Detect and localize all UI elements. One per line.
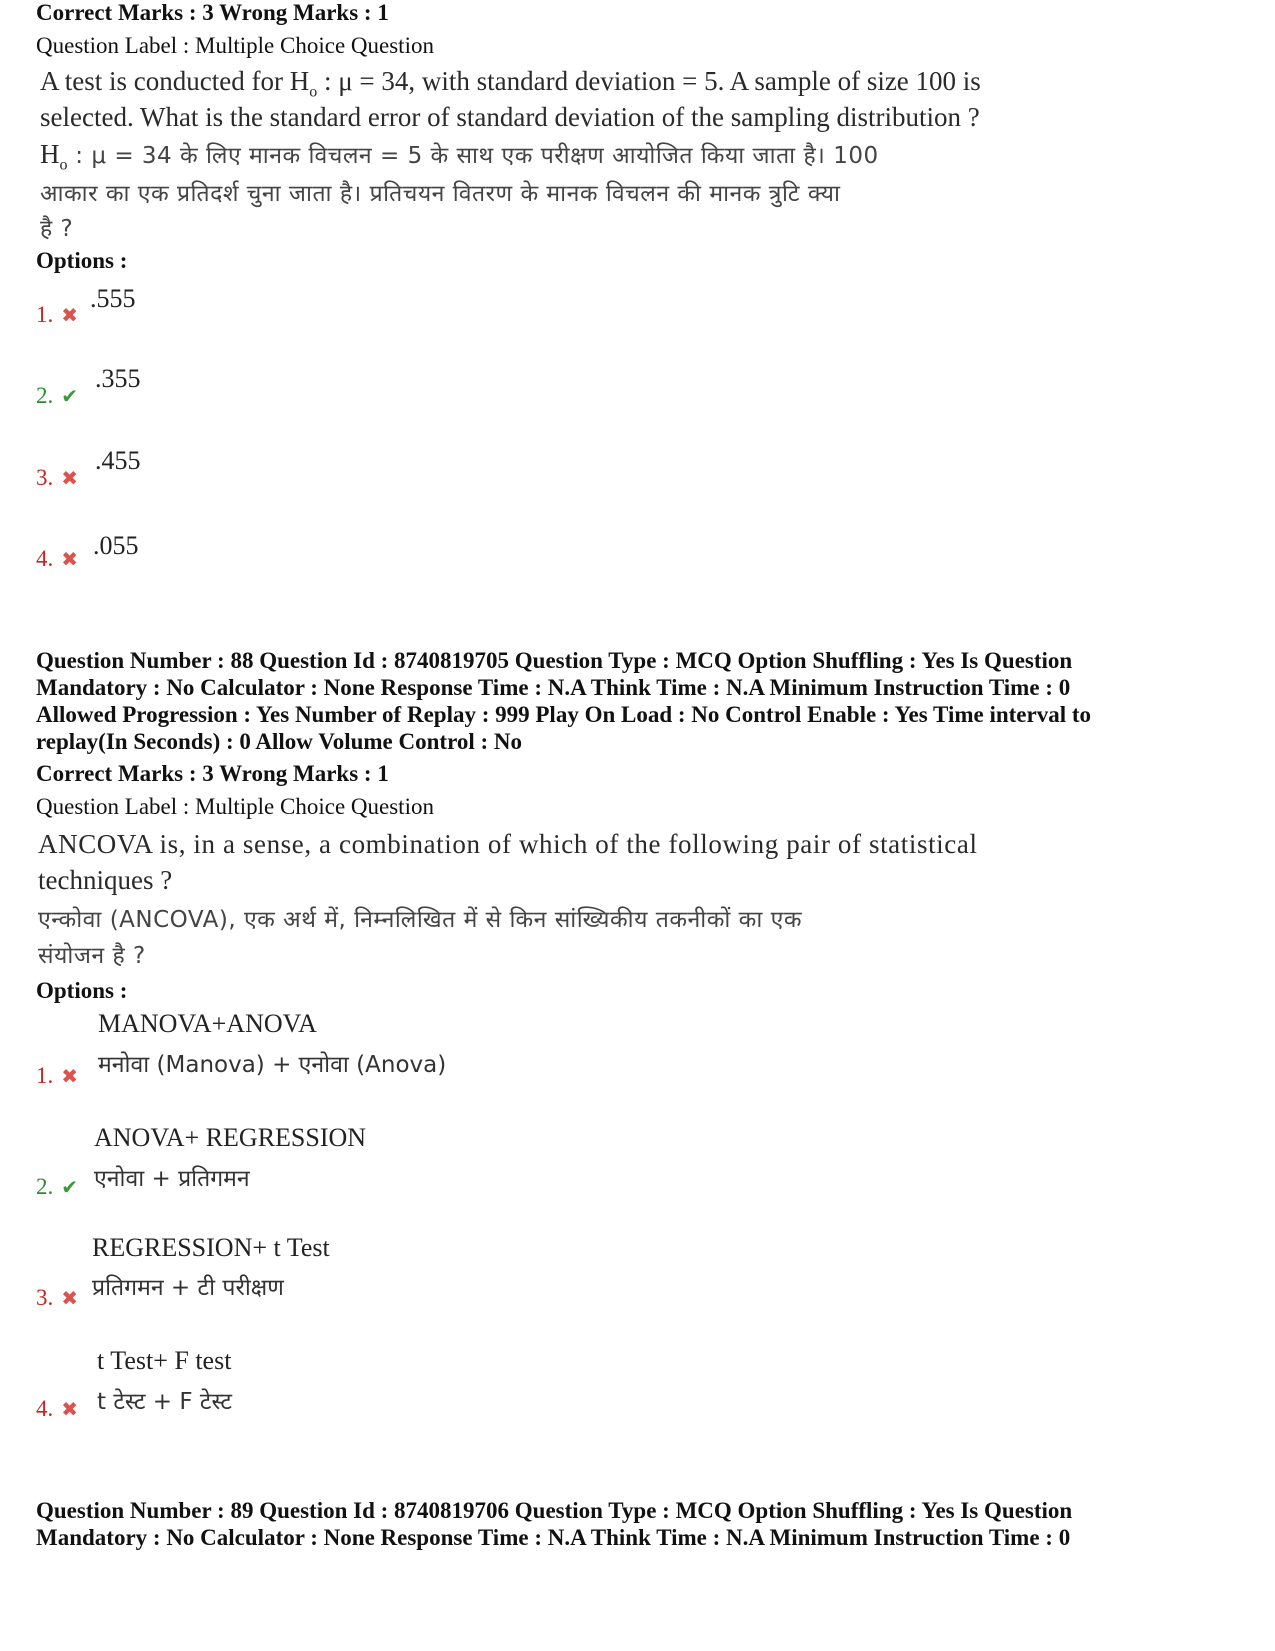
q87-option-1-text: .555 <box>90 284 136 313</box>
q88-meta-line1: Question Number : 88 Question Id : 8740819705 Question Type : MCQ Option Shuffling : Yes Is Question <box>36 648 1073 673</box>
q87-option-4-number: 4. ✖ <box>36 546 79 571</box>
q88-option-1-number: 1. ✖ <box>36 1063 79 1088</box>
q88-option-4-number: 4. ✖ <box>36 1396 79 1421</box>
q87-option-2-number: 2. ✔ <box>36 383 79 408</box>
q87-hindi-text-line3: है ? <box>40 216 74 242</box>
q88-meta-line4: replay(In Seconds) : 0 Allow Volume Control : No <box>36 729 523 754</box>
q88-meta-line3: Allowed Progression : Yes Number of Replay : 999 Play On Load : No Control Enable : Yes Time interval to <box>36 702 1092 727</box>
q88-option-4-text: t Test+ F test <box>97 1346 232 1375</box>
cross-icon: ✖ <box>61 303 79 327</box>
q88-meta-line2: Mandatory : No Calculator : None Response Time : N.A Think Time : N.A Minimum Instruction Time : 0 <box>36 675 1071 700</box>
q87-question-text-line2: selected. What is the standard error of standard deviation of the sampling distribution ? <box>40 102 980 132</box>
q88-option-4-hindi: t टेस्ट + F टेस्ट <box>97 1389 233 1415</box>
q88-option-1-hindi: मनोवा (Manova) + एनोवा (Anova) <box>98 1052 447 1078</box>
q87-hindi-text-line2: आकार का एक प्रतिदर्श चुना जाता है। प्रतिचयन वितरण के मानक विचलन की मानक त्रुटि क्या <box>40 181 841 207</box>
cross-icon: ✖ <box>61 1397 79 1421</box>
q87-question-text-line1: A test is conducted for $H_o$ : μ = 34, with standard deviation = 5. A sample of size 100 is <box>40 66 981 101</box>
q87-option-4-text: .055 <box>93 531 139 560</box>
q87-option-1-number: 1. ✖ <box>36 302 79 327</box>
q88-marks: Correct Marks : 3 Wrong Marks : 1 <box>36 761 389 786</box>
q87-question-label: Question Label : Multiple Choice Question <box>36 33 434 58</box>
q87-options-heading: Options : <box>36 248 128 273</box>
checkmark-icon: ✔ <box>61 384 79 408</box>
q88-options-heading: Options : <box>36 978 128 1003</box>
q87-option-3-number: 3. ✖ <box>36 465 79 490</box>
cross-icon: ✖ <box>61 466 79 490</box>
q87-marks: Correct Marks : 3 Wrong Marks : 1 <box>36 0 389 25</box>
cross-icon: ✖ <box>61 1064 79 1088</box>
q88-option-2-hindi: एनोवा + प्रतिगमन <box>94 1166 250 1192</box>
q88-option-2-number: 2. ✔ <box>36 1174 79 1199</box>
q89-meta-line1: Question Number : 89 Question Id : 8740819706 Question Type : MCQ Option Shuffling : Yes Is Question <box>36 1498 1073 1523</box>
q88-question-label: Question Label : Multiple Choice Question <box>36 794 434 819</box>
cross-icon: ✖ <box>61 547 79 571</box>
q89-meta-line2: Mandatory : No Calculator : None Response Time : N.A Think Time : N.A Minimum Instruction Time : 0 <box>36 1525 1071 1550</box>
q87-option-3-text: .455 <box>95 446 141 475</box>
q88-hindi-text-line1: एन्कोवा (ANCOVA), एक अर्थ में, निम्नलिखित में से किन सांख्यिकीय तकनीकों का एक <box>38 907 802 933</box>
q88-option-2-text: ANOVA+ REGRESSION <box>94 1123 367 1152</box>
q88-option-3-number: 3. ✖ <box>36 1285 79 1310</box>
q88-option-3-text: REGRESSION+ t Test <box>92 1233 330 1262</box>
cross-icon: ✖ <box>61 1286 79 1310</box>
q88-option-3-hindi: प्रतिगमन + टी परीक्षण <box>92 1275 284 1301</box>
q88-hindi-text-line2: संयोजन है ? <box>38 943 146 969</box>
checkmark-icon: ✔ <box>61 1175 79 1199</box>
q88-question-text-line1: ANCOVA is, in a sense, a combination of which of the following pair of statistical <box>38 829 978 859</box>
q87-hindi-text-line1: $H_o$ : μ = 34 के लिए मानक विचलन = 5 के साथ एक परीक्षण आयोजित किया जाता है। 100 <box>40 139 879 174</box>
q87-option-2-text: .355 <box>95 364 141 393</box>
q88-question-text-line2: techniques ? <box>38 865 173 895</box>
q88-option-1-text: MANOVA+ANOVA <box>98 1009 317 1038</box>
